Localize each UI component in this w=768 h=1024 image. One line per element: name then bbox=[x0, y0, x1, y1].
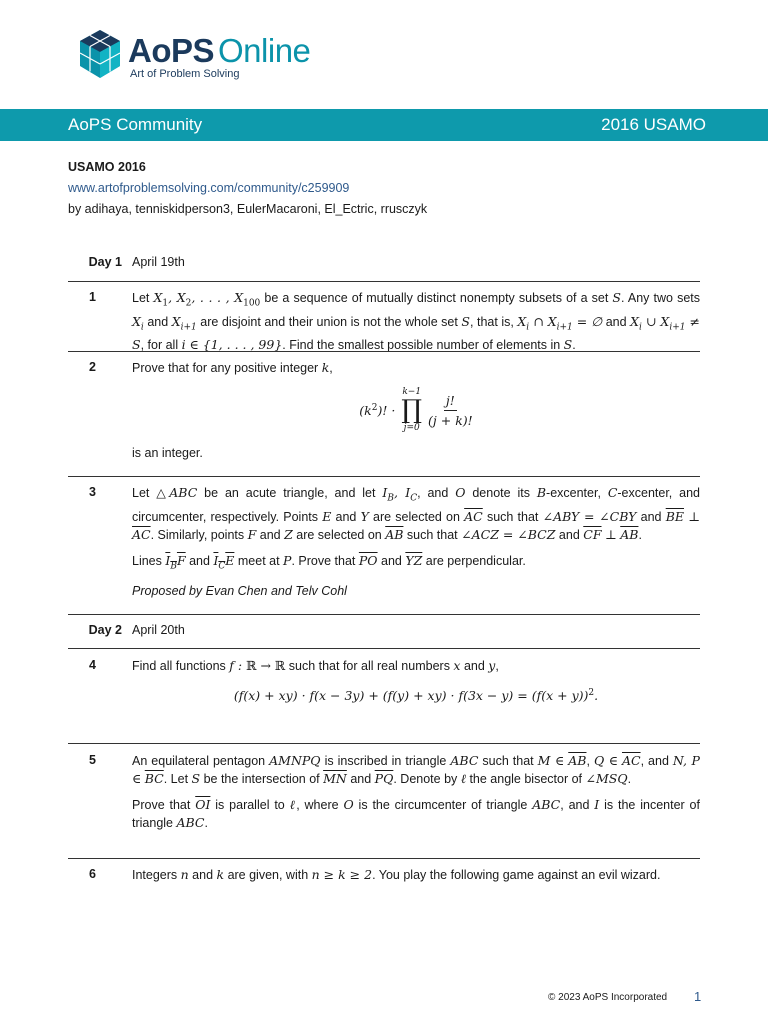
problem-tail: is an integer. bbox=[132, 446, 203, 460]
divider bbox=[68, 614, 700, 615]
logo-wordmark: AoPS Online bbox=[128, 32, 311, 69]
divider bbox=[68, 858, 700, 859]
problem-credit: Proposed by Evan Chen and Telv Cohl bbox=[132, 584, 347, 598]
functional-equation: $(f(x) + xy) \cdot f(x - 3y) + (f(y) + xy) \cdot f(3x - y) = (f(x + y))^2$. bbox=[233, 688, 599, 704]
authors-line: by adihaya, tenniskidperson3, EulerMacaroni, El_Ectric, rrusczyk bbox=[68, 202, 428, 216]
problem-number: 4 bbox=[89, 658, 96, 672]
banner-community-label: AoPS Community bbox=[68, 115, 203, 134]
divider bbox=[68, 281, 700, 282]
problem-number: 6 bbox=[89, 867, 96, 881]
day-label: Day 2 bbox=[88, 623, 122, 637]
problem-statement: Find all functions f : ℝ → ℝ such that for all real numbers x and y, $(f(x) + xy) \cdot f(x - 3y) + (f(y) + xy) \cdot f(3x - y) = (f(x + y))^2$. bbox=[132, 657, 700, 716]
banner-contest-label: 2016 USAMO bbox=[601, 115, 706, 134]
logo-tagline: Art of Problem Solving bbox=[130, 68, 240, 80]
problem-statement: Prove that for any positive integer k, $(k^2)$! · k−1 ∏ j=0 $\frac{j!}{(j + k)!}$ is an integer. bbox=[132, 359, 700, 470]
contest-title: USAMO 2016 bbox=[68, 160, 146, 174]
day-date: April 20th bbox=[132, 623, 185, 637]
day-date: April 19th bbox=[132, 255, 185, 269]
problem-statement: Let △ABC be an acute triangle, and let $I_B$, $I_C$, and O denote its B-excenter, C-excenter, and circumcenter, respectively. Points E and Y are selected on $\overline{AC}$ such that ∠ABY = ∠CBY and $\overline{BE}$ ⊥ $\overline{AC}$. Similarly, points F and Z are selected on $\overline{AB}$ such that ∠ACZ = ∠BCZ and $\overline{CF}$ ⊥ $\overline{AB}$. Lines $I_BF$ and $I_CE$ meet at P. Prove that $\overline{PO}$ and $\overline{YZ}$ are perpendicular. Proposed by Evan Chen and Telv Cohl bbox=[132, 485, 701, 598]
divider bbox=[68, 743, 700, 744]
divider bbox=[68, 351, 700, 352]
copyright-notice: © 2023 AoPS Incorporated bbox=[548, 992, 668, 1003]
cube-logo-icon bbox=[78, 28, 122, 80]
contest-meta bbox=[68, 157, 427, 220]
problem-statement: An equilateral pentagon AMNPQ is inscribed in triangle ABC such that M ∈ $\overline{AB}$, Q ∈ $\overline{AC}$, and N, P ∈ $\overline{BC}$. Let S be the intersection of $\overline{MN}$ and $\overline{PQ}$. Denote by ℓ the angle bisector of ∠MSQ. Prove that $\overline{OI}$ is parallel to ℓ, where O is the circumcenter of triangle ABC, and I is the incenter of triangle ABC. bbox=[132, 753, 700, 830]
problem-number: 1 bbox=[89, 290, 96, 304]
divider bbox=[68, 648, 700, 649]
community-link[interactable]: www.artofproblemsolving.com/community/c259909 bbox=[68, 181, 350, 195]
problem-statement: Let $X_1$, $X_2$, . . . , $X_{100}$ be a sequence of mutually distinct nonempty subsets of a set S. Any two sets $X_i$ and $X_{i+1}$ are disjoint and their union is not the whole set S, that is, $X_i$ ∩ $X_{i+1}$ = ∅ and $X_i$ ∪ $X_{i+1} \ne S$, for all i ∈ {1, . . . , 99}. Find the smallest possible number of elements in S. bbox=[132, 290, 700, 352]
problem-number: 5 bbox=[89, 753, 96, 767]
header-banner bbox=[0, 109, 768, 141]
problem-statement: Integers n and k are given, with n ≥ k ≥ 2. You play the following game against an evil wizard. bbox=[132, 867, 661, 882]
problem-number: 3 bbox=[89, 485, 96, 499]
aops-logo bbox=[78, 26, 338, 84]
product-formula: $(k^2)$! · k−1 ∏ j=0 $\frac{j!}{(j + k)!}$ bbox=[359, 387, 473, 433]
divider bbox=[68, 476, 700, 477]
problem-number: 2 bbox=[89, 360, 96, 374]
page-number: 1 bbox=[694, 989, 702, 1004]
day-label: Day 1 bbox=[88, 255, 122, 269]
